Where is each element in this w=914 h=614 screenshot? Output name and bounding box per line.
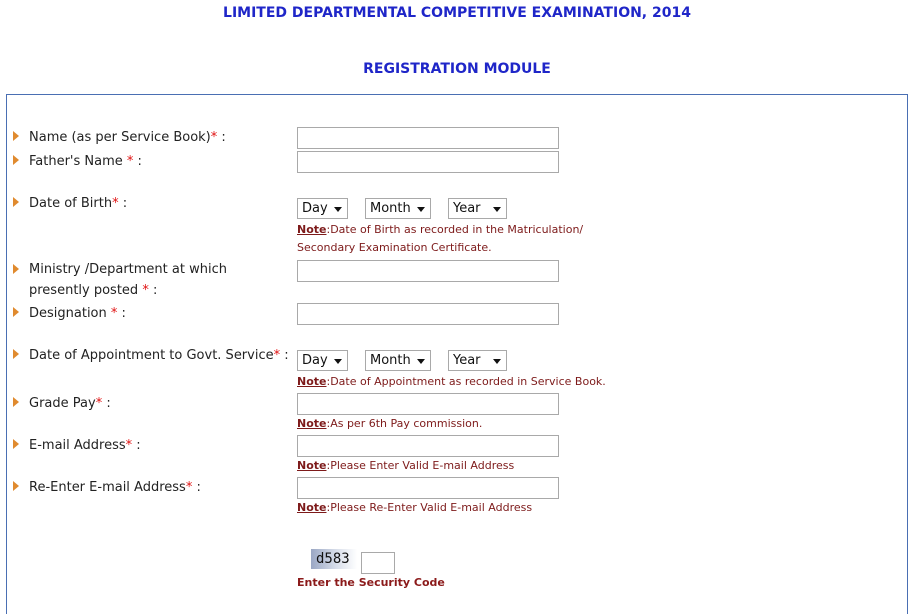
doa-label: Date of Appointment to Govt. Service* : bbox=[29, 348, 289, 363]
doa-year-select[interactable]: Year bbox=[448, 350, 507, 371]
doa-note: Note:Date of Appointment as recorded in Service Book. bbox=[297, 375, 606, 388]
bullet-icon bbox=[13, 439, 19, 449]
ministry-label: Ministry /Department at which bbox=[29, 262, 227, 277]
dob-month-select[interactable]: Month bbox=[365, 198, 431, 219]
bullet-icon bbox=[13, 197, 19, 207]
chevron-down-icon bbox=[334, 359, 342, 364]
doa-month-select[interactable]: Month bbox=[365, 350, 431, 371]
email-input[interactable] bbox=[297, 435, 559, 457]
chevron-down-icon bbox=[417, 359, 425, 364]
grade-pay-note: Note:As per 6th Pay commission. bbox=[297, 417, 483, 430]
dob-note: Note:Date of Birth as recorded in the Matriculation/ bbox=[297, 223, 584, 236]
doa-day-select[interactable]: Day bbox=[297, 350, 348, 371]
bullet-icon bbox=[13, 481, 19, 491]
dob-note-line2: Secondary Examination Certificate. bbox=[297, 241, 492, 254]
dob-label: Date of Birth* : bbox=[29, 196, 128, 211]
designation-label: Designation * : bbox=[29, 306, 126, 321]
chevron-down-icon bbox=[334, 207, 342, 212]
page-title: LIMITED DEPARTMENTAL COMPETITIVE EXAMINATION, 2014 bbox=[223, 5, 691, 21]
reenter-email-note: Note:Please Re-Enter Valid E-mail Address bbox=[297, 501, 533, 514]
dob-day-select[interactable]: Day bbox=[297, 198, 348, 219]
ministry-input[interactable] bbox=[297, 260, 559, 282]
captcha-caption: Enter the Security Code bbox=[297, 576, 445, 589]
grade-pay-input[interactable] bbox=[297, 393, 559, 415]
chevron-down-icon bbox=[493, 207, 501, 212]
ministry-label-line2: presently posted * : bbox=[29, 283, 158, 298]
email-note: Note:Please Enter Valid E-mail Address bbox=[297, 459, 515, 472]
bullet-icon bbox=[13, 397, 19, 407]
captcha-image: d583 bbox=[311, 549, 357, 569]
name-input[interactable] bbox=[297, 127, 559, 149]
reenter-email-label: Re-Enter E-mail Address* : bbox=[29, 480, 201, 495]
name-label: Name (as per Service Book)* : bbox=[29, 130, 226, 145]
chevron-down-icon bbox=[493, 359, 501, 364]
father-name-label: Father's Name * : bbox=[29, 154, 142, 169]
email-label: E-mail Address* : bbox=[29, 438, 141, 453]
captcha-input[interactable] bbox=[361, 552, 395, 574]
father-name-input[interactable] bbox=[297, 151, 559, 173]
bullet-icon bbox=[13, 264, 19, 274]
dob-year-select[interactable]: Year bbox=[448, 198, 507, 219]
grade-pay-label: Grade Pay* : bbox=[29, 396, 111, 411]
reenter-email-input[interactable] bbox=[297, 477, 559, 499]
designation-input[interactable] bbox=[297, 303, 559, 325]
bullet-icon bbox=[13, 349, 19, 359]
bullet-icon bbox=[13, 307, 19, 317]
module-title: REGISTRATION MODULE bbox=[363, 61, 551, 77]
bullet-icon bbox=[13, 155, 19, 165]
chevron-down-icon bbox=[417, 207, 425, 212]
bullet-icon bbox=[13, 131, 19, 141]
